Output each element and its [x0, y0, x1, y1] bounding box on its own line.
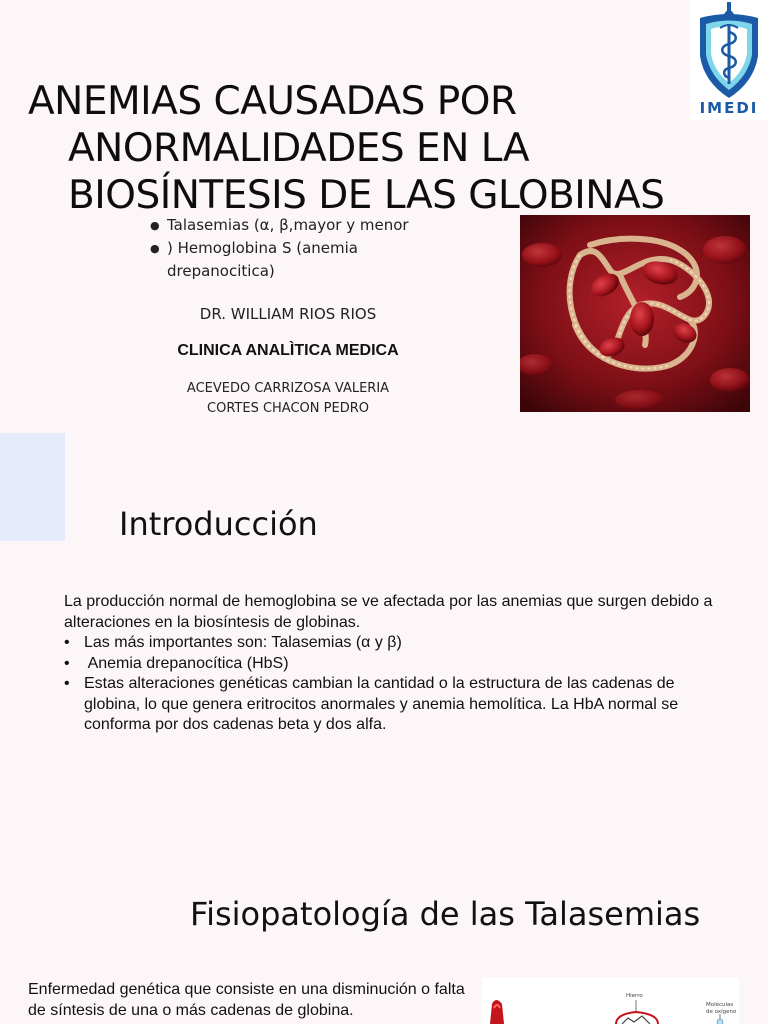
- imedi-logo: [690, 0, 768, 120]
- hemoglobin-diagram: [482, 978, 739, 1024]
- title-line-2: ANORMALIDADES EN LA: [68, 126, 530, 171]
- title-line-3: BIOSÍNTESIS DE LAS GLOBINAS: [68, 173, 665, 218]
- doctor-name: DR. WILLIAM RIOS RIOS: [199, 305, 377, 323]
- logo-text: IMEDI: [699, 99, 759, 117]
- bullet-talasemias: ● Talasemias (α, β,mayor y menor: [150, 214, 450, 237]
- intro-bullet-list: [64, 633, 728, 736]
- clinic-name: CLINICA ANALÌTICA MEDICA: [177, 342, 399, 359]
- slide-title: [28, 78, 668, 219]
- student-names: [140, 379, 436, 419]
- topic-bullet-list: [150, 214, 450, 283]
- intro-paragraph: La producción normal de hemoglobina se ve afectada por las anemias que surgen debido a alteraciones en la biosíntesis de globinas.: [64, 593, 713, 631]
- bullet-hemoglobina-s: ● ) Hemoglobina S (anemia drepanocitica): [150, 237, 450, 283]
- title-line-1: ANEMIAS CAUSADAS POR: [28, 79, 517, 124]
- introduction-body: [64, 592, 728, 736]
- list-item: • Las más importantes son: Talasemias (α y β): [64, 633, 728, 654]
- diagram-label: Hierro: [626, 993, 643, 999]
- decorative-side-block: [0, 433, 65, 541]
- student-name: CORTES CHACON PEDRO: [207, 401, 369, 416]
- red-blood-cells-with-dna-image: [520, 215, 750, 412]
- student-name: ACEVEDO CARRIZOSA VALERIA: [186, 381, 390, 396]
- list-item: • Estas alteraciones genéticas cambian la cantidad o la estructura de las cadenas de globina, lo que genera eritrocitos anormales y anemia hemolítica. La HbA normal se conforma por dos cadenas beta y dos alfa.: [64, 674, 728, 736]
- list-item: • Anemia drepanocítica (HbS): [64, 654, 728, 675]
- diagram-label: Moléculas de oxígeno: [706, 1002, 737, 1015]
- talasemias-heading: Fisiopatología de las Talasemias: [190, 895, 701, 933]
- introduction-heading: Introducción: [119, 505, 318, 543]
- talasemias-body: Enfermedad genética que consiste en una disminución o falta de síntesis de una o más cadenas de globina.: [28, 981, 465, 1019]
